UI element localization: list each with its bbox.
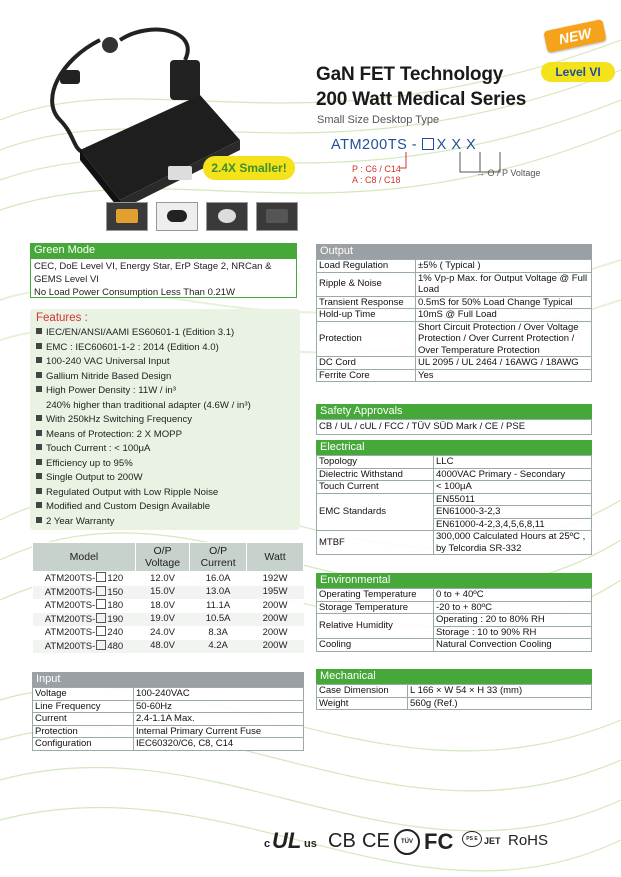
table-row: Dielectric Withstand 4000VAC Primary - Secondary [317, 468, 592, 481]
table-row: ATM200TS- 190 19.0V 10.5A 200W [33, 613, 304, 627]
feature-item: IEC/EN/ANSI/AAMI ES60601-1 (Edition 3.1) [36, 326, 294, 341]
green-mode-line: CEC, DoE Level VI, Energy Star, ErP Stage 2, NRCan & [34, 261, 272, 272]
smaller-badge: 2.4X Smaller! [203, 156, 295, 180]
mechanical-table [316, 684, 592, 710]
electrical-header: Electrical [316, 440, 592, 455]
plug-square-icon [96, 586, 106, 596]
feature-item: Regulated Output with Low Ripple Noise [36, 486, 294, 501]
table-row: Weight 560g (Ref.) [317, 697, 592, 710]
table-row: Hold-up Time 10mS @ Full Load [317, 309, 592, 322]
bullet-icon [36, 488, 42, 494]
models-header: O/P Voltage [135, 543, 189, 572]
plug-note-p: P : C6 / C14 [352, 164, 401, 174]
certification-logos [262, 828, 562, 858]
feature-item: 2 Year Warranty [36, 515, 294, 530]
bullet-icon [36, 473, 42, 479]
table-row: Load Regulation ±5% ( Typical ) [317, 260, 592, 273]
mechanical-header: Mechanical [316, 669, 592, 684]
table-row: Protection Internal Primary Current Fuse [33, 725, 304, 738]
bullet-icon [36, 444, 42, 450]
plug-square-icon [96, 599, 106, 609]
plug-square-icon [96, 613, 106, 623]
table-row: Cooling Natural Convection Cooling [317, 639, 592, 652]
feature-item: Efficiency up to 95% [36, 457, 294, 472]
input-header: Input [32, 672, 304, 687]
title-line2: 200 Watt Medical Series [316, 89, 527, 110]
input-table [32, 687, 304, 751]
plug-square-icon [96, 626, 106, 636]
plug-c18-icon [256, 202, 298, 231]
tuv-logo: TÜV [394, 829, 420, 855]
safety-table [316, 419, 592, 435]
pse-logo: PS E [462, 831, 482, 847]
bullet-icon [36, 386, 42, 392]
models-header: Watt [247, 543, 304, 572]
table-row: MTBF 300,000 Calculated Hours at 25ºC , by Telcordia SR-332 [317, 531, 592, 555]
electrical-table [316, 455, 592, 555]
feature-item: 100-240 VAC Universal Input [36, 355, 294, 370]
ul-c-mark: c [264, 838, 271, 850]
table-row: Configuration IEC60320/C6, C8, C14 [33, 738, 304, 751]
level-vi-badge: Level VI [541, 62, 615, 82]
rohs-logo: RoHS [508, 832, 549, 849]
feature-item: 240% higher than traditional adapter (4.6W / in³) [46, 399, 251, 411]
output-header: Output [316, 244, 592, 259]
plug-square-icon [96, 640, 106, 650]
ul-logo: UL [272, 828, 302, 853]
bullet-icon [36, 357, 42, 363]
model-suffix: X X X [436, 137, 477, 153]
plug-square-icon [422, 138, 434, 150]
plug-square-icon [96, 572, 106, 582]
green-mode-box [30, 258, 297, 298]
table-row: Case Dimension L 166 × W 54 × H 33 (mm) [317, 685, 592, 698]
feature-item: With 250kHz Switching Frequency [36, 413, 294, 428]
environmental-table [316, 588, 592, 652]
feature-item: Modified and Custom Design Available [36, 500, 294, 515]
table-row: Line Frequency 50-60Hz [33, 700, 304, 713]
arrow-right-icon: → [476, 168, 485, 178]
title-line1: GaN FET Technology [316, 64, 504, 85]
models-header: O/P Current [190, 543, 247, 572]
table-row: Voltage 100-240VAC [33, 688, 304, 701]
table-row: Storage Temperature -20 to + 80ºC [317, 601, 592, 614]
table-row: Relative Humidity Operating : 20 to 80% RH [317, 614, 592, 627]
table-row: Transient Response 0.5mS for 50% Load Change Typical [317, 296, 592, 309]
table-row: ATM200TS- 240 24.0V 8.3A 200W [44, 626, 288, 638]
models-table [32, 542, 304, 653]
table-row: Topology LLC [317, 456, 592, 469]
model-code [331, 137, 476, 153]
table-row: Protection Short Circuit Protection / Over Voltage Protection / Over Current Protection / Over Temperature Protection [317, 321, 592, 357]
table-row: Ferrite Core Yes [317, 369, 592, 382]
ul-us-mark: us [304, 838, 317, 850]
plug-note-a: A : C8 / C18 [352, 175, 401, 185]
feature-item: Means of Protection: 2 X MOPP [36, 428, 294, 443]
table-row: Ripple & Noise 1% Vp-p Max. for Output Voltage @ Full Load [317, 272, 592, 296]
green-mode-line: No Load Power Consumption Less Than 0.21W [34, 287, 236, 298]
page-subtitle: Small Size Desktop Type [317, 114, 440, 126]
green-mode-header: Green Mode [30, 243, 297, 258]
table-row: Touch Current < 100μA [317, 481, 592, 494]
table-row: Current 2.4-1.1A Max. [33, 713, 304, 726]
fc-logo: FC [424, 829, 454, 854]
feature-item: Touch Current : < 100μA [36, 442, 294, 457]
feature-item: High Power Density : 11W / in³ [36, 384, 294, 399]
output-table [316, 259, 592, 382]
table-row: ATM200TS- 180 18.0V 11.1A 200W [44, 599, 288, 611]
bullet-icon [36, 343, 42, 349]
features-title: Features : [36, 312, 88, 324]
model-prefix: ATM200TS - [331, 137, 418, 153]
bullet-icon [36, 430, 42, 436]
plug-c14-icon [106, 202, 148, 231]
models-header: Model [33, 543, 136, 572]
table-row: CB / UL / cUL / FCC / TÜV SÜD Mark / CE / PSE [317, 420, 592, 435]
table-row: EMC Standards EN55011 [317, 493, 592, 506]
table-row: Storage : 10 to 90% RH [317, 626, 592, 639]
table-row: ATM200TS- 150 15.0V 13.0A 195W [33, 586, 304, 600]
environmental-header: Environmental [316, 573, 592, 588]
table-row: EN61000-4-2,3,4,5,6,8,11 [317, 518, 592, 531]
op-voltage-note: → O / P Voltage [476, 168, 541, 178]
ce-logo: CE [362, 830, 390, 852]
table-row: ATM200TS- 120 12.0V 16.0A 192W [44, 572, 288, 584]
plug-c6-icon [206, 202, 248, 231]
table-row: ATM200TS- 480 48.0V 4.2A 200W [33, 640, 304, 654]
feature-item: Single Output to 200W [36, 471, 294, 486]
table-row: DC Cord UL 2095 / UL 2464 / 16AWG / 18AWG [317, 357, 592, 370]
green-mode-line: GEMS Level VI [34, 274, 99, 285]
plug-c8-icon [156, 202, 198, 231]
feature-item: EMC : IEC60601-1-2 : 2014 (Edition 4.0) [36, 341, 294, 356]
bullet-icon [36, 459, 42, 465]
table-row: Operating Temperature 0 to + 40ºC [317, 589, 592, 602]
bullet-icon [36, 415, 42, 421]
bullet-icon [36, 502, 42, 508]
bullet-icon [36, 328, 42, 334]
safety-header: Safety Approvals [316, 404, 592, 419]
jet-logo: JET [484, 836, 501, 846]
cb-logo: CB [328, 830, 356, 852]
new-badge: NEW [543, 19, 606, 53]
feature-item: Gallium Nitride Based Design [36, 370, 294, 385]
table-row: EN61000-3-2,3 [317, 506, 592, 519]
features-panel [30, 309, 300, 530]
bullet-icon [36, 372, 42, 378]
bullet-icon [36, 517, 42, 523]
